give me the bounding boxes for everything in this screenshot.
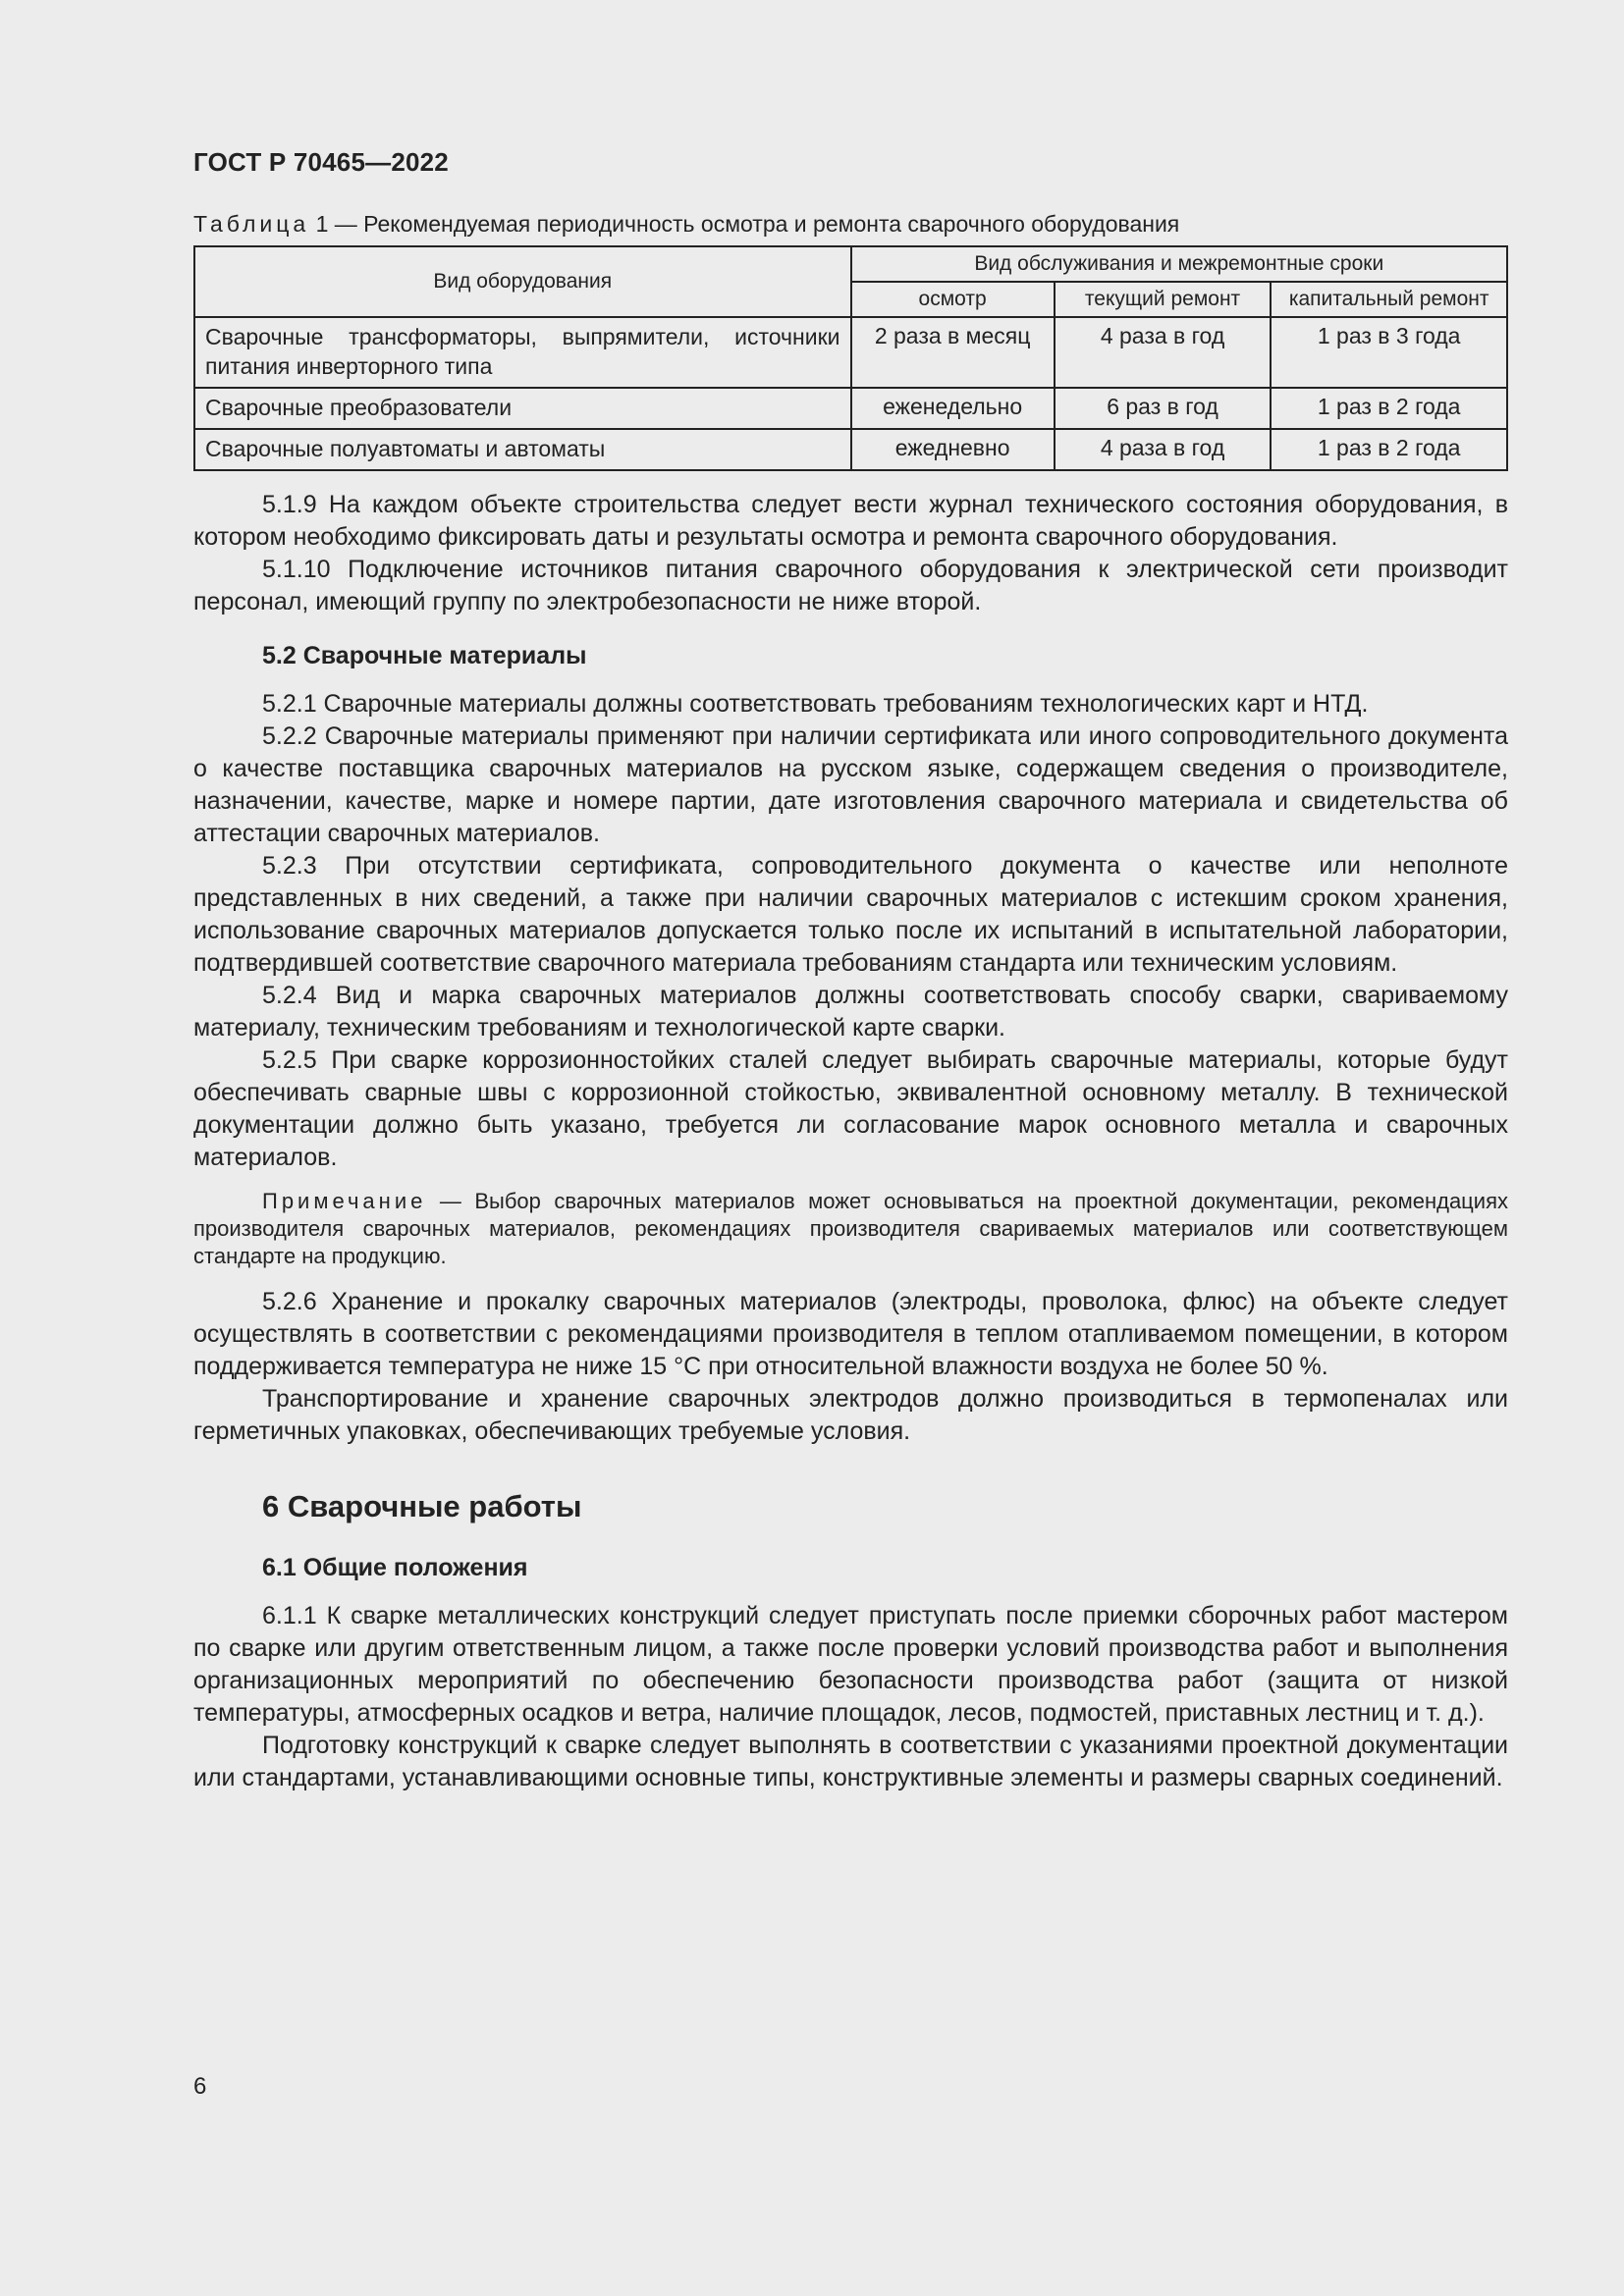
- paragraph-5-2-3: 5.2.3 При отсутствии сертификата, сопроводительного документа о качестве или неполноте представленных в них сведений, а также при наличии сварочных материалов с истекшим сроком хранения, использование сварочных материалов допускается только после их испытаний в испытательной лаборатории, подтвердившей соответствие сварочного материала требованиям стандарта или техническим условиям.: [193, 851, 1508, 977]
- inspection-cell: ежедневно: [851, 429, 1055, 470]
- section-heading-6-1: 6.1 Общие положения: [262, 1553, 528, 1581]
- table-row: [194, 317, 1507, 388]
- current-repair-cell: 4 раза в год: [1055, 429, 1272, 470]
- paragraph-5-1-9: 5.1.9 На каждом объекте строительства следует вести журнал технического состояния оборудования, в котором необходимо фиксировать даты и результаты осмотра и ремонта сварочного оборудования.: [193, 490, 1508, 551]
- paragraph-5-2-6-transport: Транспортирование и хранение сварочных электродов должно производиться в термопеналах или герметичных упаковках, обеспечивающих требуемые условия.: [193, 1384, 1508, 1445]
- header-current-repair: текущий ремонт: [1055, 282, 1272, 317]
- inspection-cell: еженедельно: [851, 388, 1055, 429]
- paragraph-5-2-2: 5.2.2 Сварочные материалы применяют при наличии сертификата или иного сопроводительного документа о качестве поставщика сварочных материалов на русском языке, содержащем сведения о производителе, назначении, качестве, марке и номере партии, дате изготовления сварочного материала и свидетельства об аттестации сварочных материалов.: [193, 721, 1508, 847]
- note: [193, 1188, 1508, 1270]
- header-service-group: Вид обслуживания и межремонтные сроки: [851, 246, 1508, 282]
- capital-repair-cell: 1 раз в 2 года: [1271, 388, 1507, 429]
- paragraph-5-1-10: 5.1.10 Подключение источников питания сварочного оборудования к электрической сети производит персонал, имеющий группу по электробезопасности не ниже второй.: [193, 555, 1508, 615]
- table-caption: [193, 211, 1508, 238]
- paragraph-6-1-1-preparation: Подготовку конструкций к сварке следует выполнять в соответствии с указаниями проектной документации или стандартами, устанавливающими основные типы, конструктивные элементы и размеры сварных соединений.: [193, 1731, 1508, 1791]
- header-capital-repair: капитальный ремонт: [1271, 282, 1507, 317]
- section-heading-5-2: 5.2 Сварочные материалы: [262, 641, 587, 669]
- equipment-name: Сварочные полуавтоматы и автоматы: [194, 429, 851, 470]
- current-repair-cell: 6 раз в год: [1055, 388, 1272, 429]
- equipment-name: Сварочные преобразователи: [194, 388, 851, 429]
- document-header: ГОСТ Р 70465—2022: [193, 147, 449, 177]
- equipment-name: Сварочные трансформаторы, выпрямители, источники питания инверторного типа: [194, 317, 851, 388]
- table-row: [194, 388, 1507, 429]
- note-text: — Выбор сварочных материалов может основываться на проектной документации, рекомендациях производителя сварочных материалов, рекомендациях производителя свариваемых материалов или соответствующем стандарте на продукцию.: [193, 1188, 1508, 1268]
- note-label: Примечание: [262, 1188, 427, 1213]
- maintenance-table: [193, 245, 1508, 471]
- capital-repair-cell: 1 раз в 2 года: [1271, 429, 1507, 470]
- table-row: [194, 429, 1507, 470]
- header-inspection: осмотр: [851, 282, 1055, 317]
- document-page: [193, 147, 1508, 1794]
- capital-repair-cell: 1 раз в 3 года: [1271, 317, 1507, 388]
- paragraph-5-2-1: 5.2.1 Сварочные материалы должны соответствовать требованиям технологических карт и НТД.: [262, 689, 1369, 718]
- current-repair-cell: 4 раза в год: [1055, 317, 1272, 388]
- table-caption-prefix: Таблица: [193, 211, 310, 237]
- paragraph-5-2-5: 5.2.5 При сварке коррозионностойких сталей следует выбирать сварочные материалы, которые будут обеспечивать сварные швы с коррозионной стойкостью, эквивалентной основному металлу. В технической документации должно быть указано, требуется ли согласование марок основного металла и сварочных материалов.: [193, 1045, 1508, 1171]
- table-caption-text: 1 — Рекомендуемая периодичность осмотра и ремонта сварочного оборудования: [309, 211, 1180, 237]
- section-heading-6: 6 Сварочные работы: [262, 1488, 582, 1523]
- inspection-cell: 2 раза в месяц: [851, 317, 1055, 388]
- page-number: 6: [193, 2073, 207, 2100]
- paragraph-6-1-1: 6.1.1 К сварке металлических конструкций следует приступать после приемки сборочных работ мастером по сварке или другим ответственным лицом, а также после проверки условий производства работ и выполнения организационных мероприятий по обеспечению безопасности производства работ (защита от низкой температуры, атмосферных осадков и ветра, наличие площадок, лесов, подмостей, приставных лестниц и т. д.).: [193, 1601, 1508, 1727]
- header-equipment: Вид оборудования: [194, 246, 851, 317]
- paragraph-5-2-6: 5.2.6 Хранение и прокалку сварочных материалов (электроды, проволока, флюс) на объекте следует осуществлять в соответствии с рекомендациями производителя в теплом отапливаемом помещении, в котором поддерживается температура не ниже 15 °С при относительной влажности воздуха не более 50 %.: [193, 1287, 1508, 1380]
- paragraph-5-2-4: 5.2.4 Вид и марка сварочных материалов должны соответствовать способу сварки, свариваемому материалу, техническим требованиям и технологической карте сварки.: [193, 981, 1508, 1041]
